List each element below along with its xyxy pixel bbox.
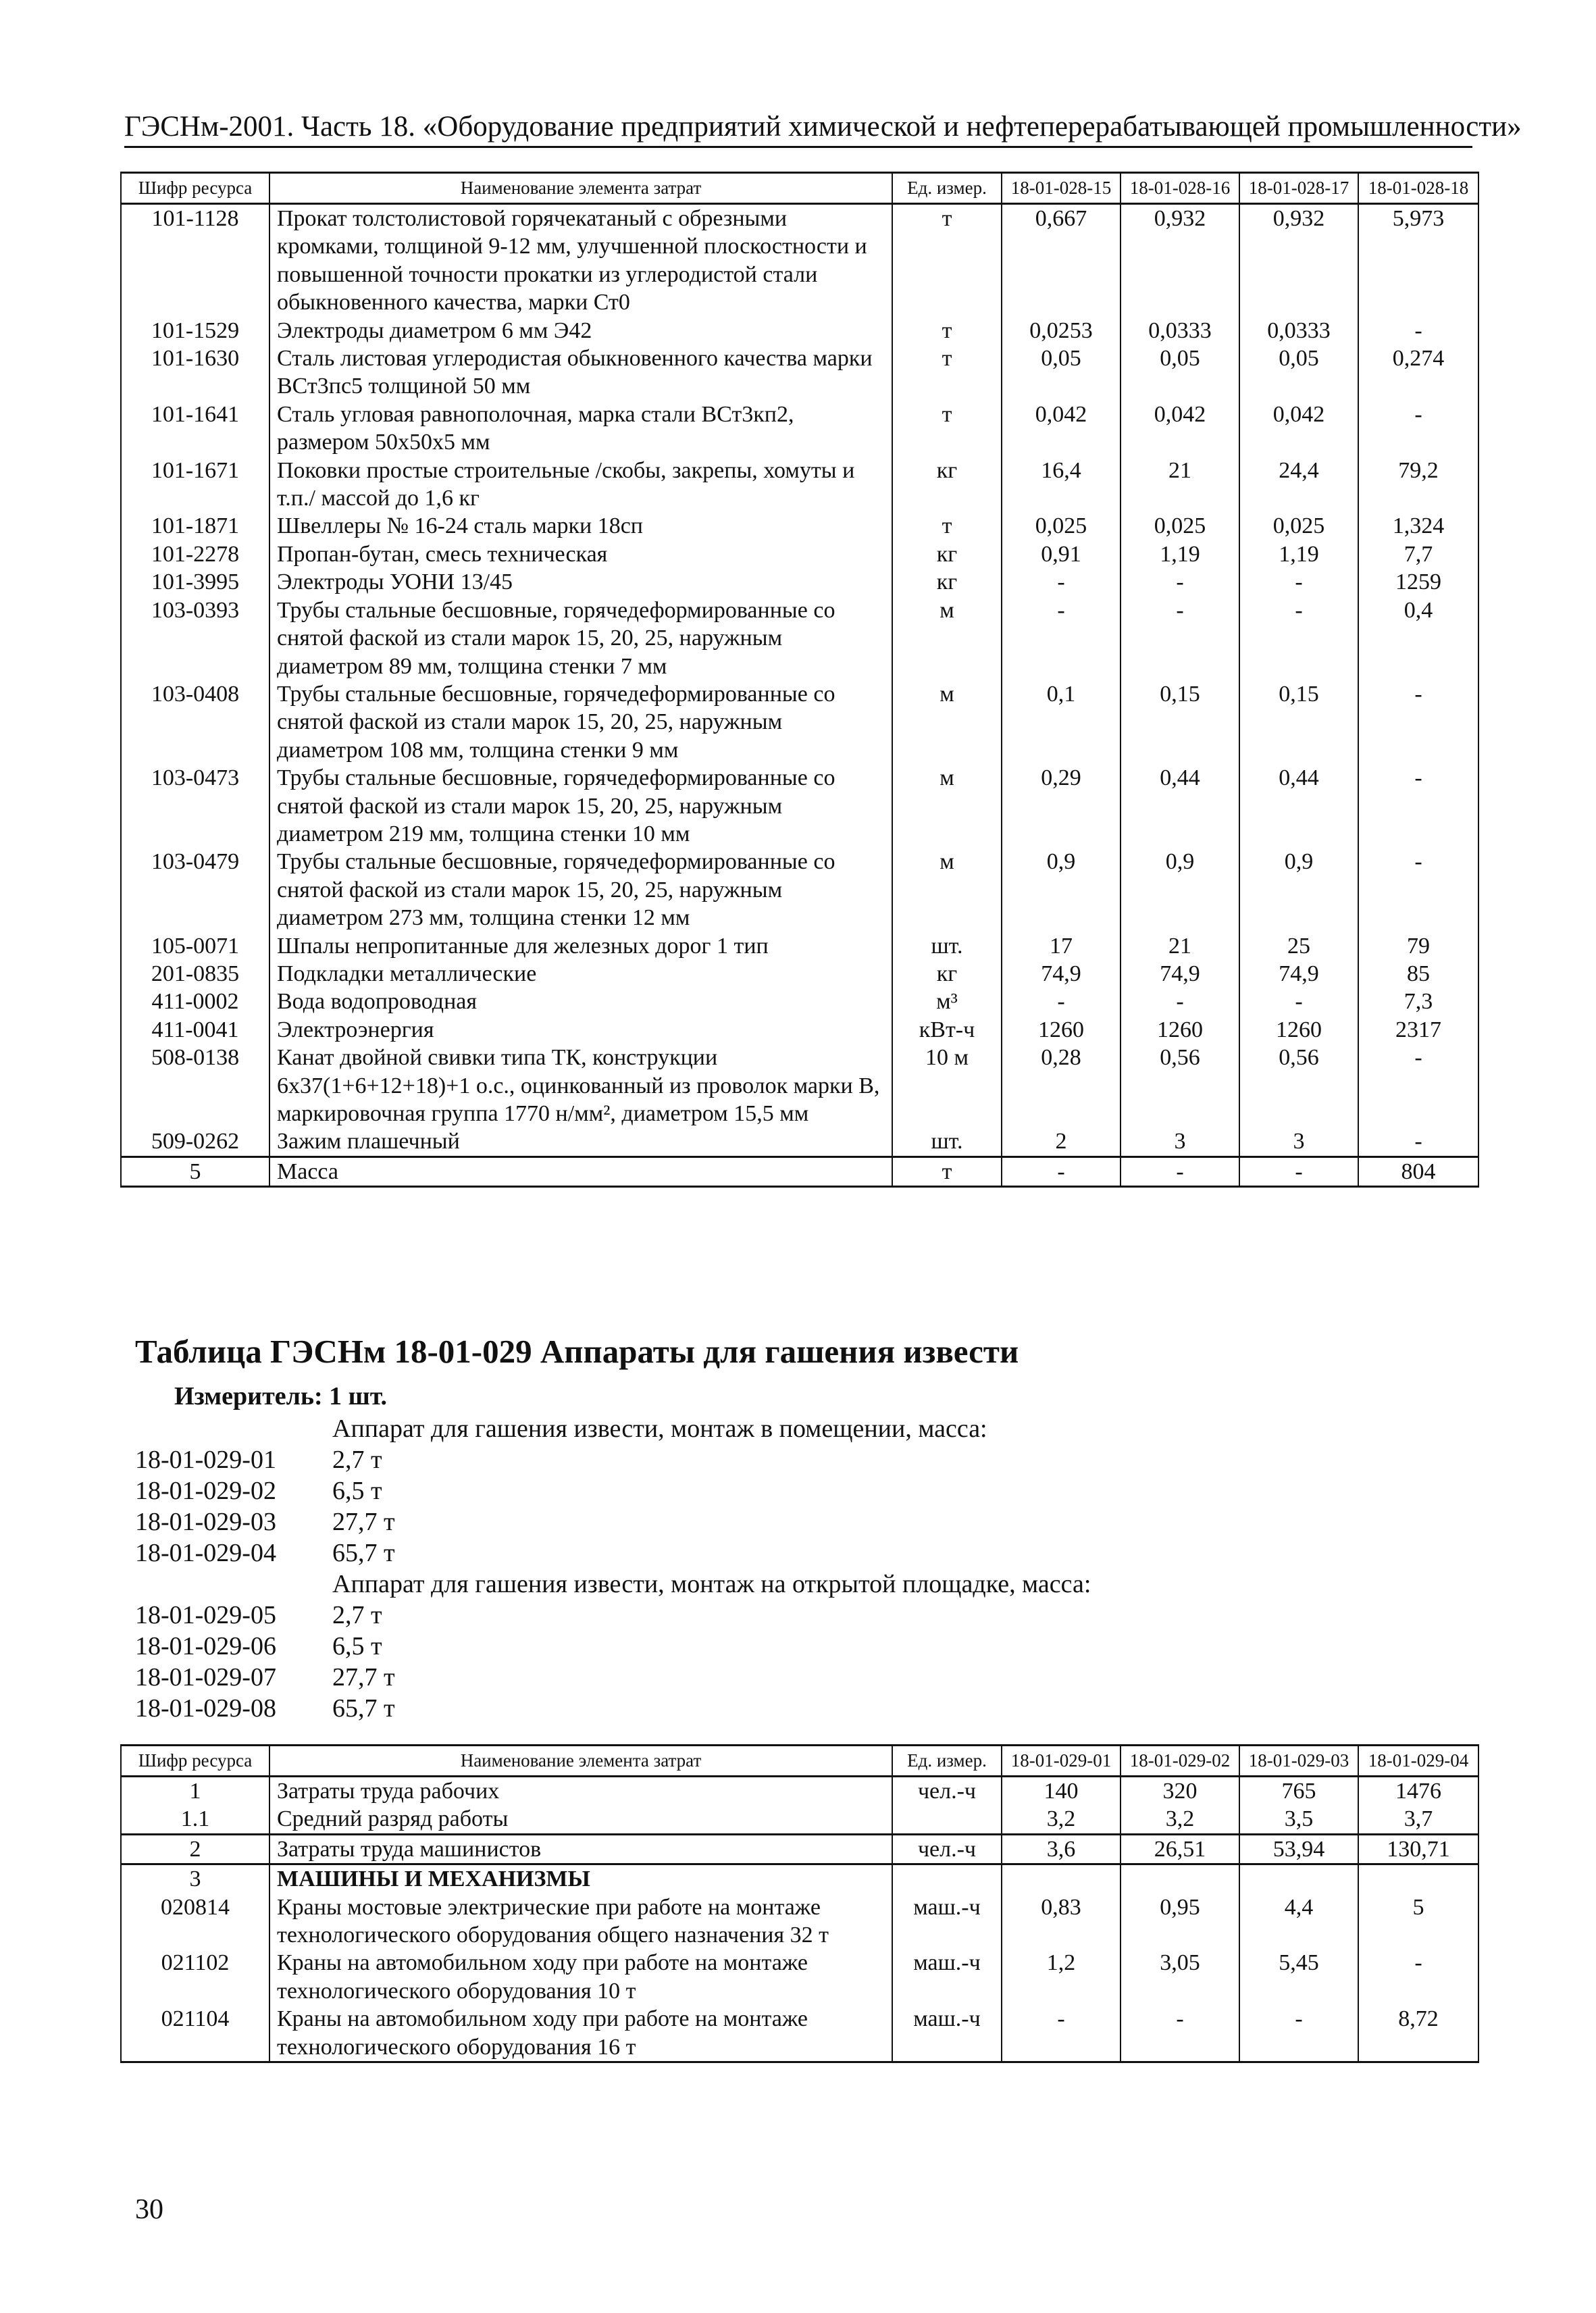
table-row [121,204,1478,317]
group-title: Аппарат для гашения извести, монтаж в помещении, масса: [332,1415,987,1443]
cell-name: Электроды диаметром 6 мм Э42 [269,317,892,345]
column-header: 18-01-029-04 [1358,1746,1478,1777]
cell-unit: кг [892,457,1002,513]
cell-v2: 0,025 [1121,512,1239,540]
cell-v4: 0,4 [1358,596,1478,680]
table-row [121,988,1478,1015]
group-title: Аппарат для гашения извести, монтаж на открытой площадке, масса: [332,1570,1091,1598]
cell-name: Вода водопроводная [269,988,892,1015]
cell-v1: 140 [1002,1777,1121,1806]
cell-unit: чел.-ч [892,1777,1002,1806]
cell-name: Средний разряд работы [269,1805,892,1834]
cell-v1: 74,9 [1002,960,1121,988]
cell-v3: 53,94 [1239,1834,1358,1864]
table-row [121,960,1478,988]
table-row [121,2005,1478,2062]
table-row [121,1156,1478,1186]
cell-v4: - [1358,764,1478,848]
cell-v3: 4,4 [1239,1893,1358,1950]
cell-code: 5 [121,1156,269,1186]
cell-v4: 79 [1358,932,1478,960]
column-header: Шифр ресурса [121,173,269,204]
variant-item [135,1537,1091,1569]
cell-v2: 3,05 [1121,1949,1239,2005]
table-row [121,401,1478,457]
cell-code: 1.1 [121,1805,269,1834]
table-row [121,1044,1478,1127]
cell-v3: 0,44 [1239,764,1358,848]
table-row [121,1949,1478,2005]
variant-mass: 2,7 т [332,1601,382,1629]
cell-code: 1 [121,1777,269,1806]
cell-code: 103-0408 [121,680,269,764]
cell-v1: 3,6 [1002,1834,1121,1864]
table-row [121,457,1478,513]
cell-v1: 2 [1002,1127,1121,1156]
cell-v1: 16,4 [1002,457,1121,513]
cell-v2: 0,0333 [1121,317,1239,345]
variant-item [135,1600,1091,1631]
variant-code: 18-01-029-08 [135,1694,276,1723]
table-row [121,1834,1478,1864]
cell-v2: 0,05 [1121,345,1239,401]
cell-unit: чел.-ч [892,1834,1002,1864]
cell-v3: 3,5 [1239,1805,1358,1834]
variant-code: 18-01-029-05 [135,1601,276,1629]
cell-unit: кг [892,960,1002,988]
table-row [121,848,1478,932]
resource-table-029 [120,1744,1479,2063]
table-header-row [121,173,1478,204]
cell-v2: 0,44 [1121,764,1239,848]
column-header: Ед. измер. [892,1746,1002,1777]
cell-v3: - [1239,988,1358,1015]
cell-v1: - [1002,596,1121,680]
cell-v2: 0,9 [1121,848,1239,932]
cell-v3: 74,9 [1239,960,1358,988]
cell-v4: - [1358,1127,1478,1156]
cell-v4: 5 [1358,1893,1478,1950]
cell-code: 021104 [121,2005,269,2062]
column-header: 18-01-029-01 [1002,1746,1121,1777]
cell-unit: шт. [892,1127,1002,1156]
cell-v4: 8,72 [1358,2005,1478,2062]
cell-name: Пропан-бутан, смесь техническая [269,540,892,568]
cell-v2: - [1121,2005,1239,2062]
cell-v2: 0,15 [1121,680,1239,764]
cell-name: Швеллеры № 16-24 сталь марки 18сп [269,512,892,540]
cell-code: 2 [121,1834,269,1864]
cell-code: 101-3995 [121,568,269,596]
cell-v4: - [1358,680,1478,764]
cell-v1: 0,025 [1002,512,1121,540]
cell-unit: маш.-ч [892,1893,1002,1950]
table-row [121,1893,1478,1950]
cell-v1: 0,91 [1002,540,1121,568]
cell-v1: 1,2 [1002,1949,1121,2005]
cell-v2: - [1121,988,1239,1015]
variant-item [135,1662,1091,1693]
cell-v2: 1,19 [1121,540,1239,568]
cell-code: 101-1529 [121,317,269,345]
cell-v3: 1260 [1239,1016,1358,1044]
column-header: 18-01-028-17 [1239,173,1358,204]
cell-name: МАШИНЫ И МЕХАНИЗМЫ [269,1864,892,1893]
variant-mass: 65,7 т [332,1539,395,1567]
cell-v3: 1,19 [1239,540,1358,568]
cell-v4: 5,973 [1358,204,1478,317]
cell-unit: т [892,1156,1002,1186]
cell-unit: т [892,345,1002,401]
cell-v1: 0,1 [1002,680,1121,764]
cell-name: Трубы стальные бесшовные, горячедеформированные со снятой фаской из стали марок 15, 20, 25, наружным диаметром 108 мм, толщина стенки 9 мм [269,680,892,764]
cell-v2: 26,51 [1121,1834,1239,1864]
cell-name: Зажим плашечный [269,1127,892,1156]
cell-name: Прокат толстолистовой горячекатаный с обрезными кромками, толщиной 9-12 мм, улучшенной плоскостности и повышенной точности прокатки из углеродистой стали обыкновенного качества, марки Ст0 [269,204,892,317]
variant-mass: 27,7 т [332,1663,395,1692]
cell-code: 411-0002 [121,988,269,1015]
cell-code: 101-1641 [121,401,269,457]
cell-code: 3 [121,1864,269,1893]
cell-v1: 0,83 [1002,1893,1121,1950]
variant-item [135,1506,1091,1537]
cell-code: 103-0393 [121,596,269,680]
cell-unit: м [892,764,1002,848]
cell-v3: - [1239,2005,1358,2062]
cell-v4: - [1358,1949,1478,2005]
cell-name: Трубы стальные бесшовные, горячедеформированные со снятой фаской из стали марок 15, 20, 25, наружным диаметром 89 мм, толщина стенки 7 мм [269,596,892,680]
cell-name: Трубы стальные бесшовные, горячедеформированные со снятой фаской из стали марок 15, 20, 25, наружным диаметром 273 мм, толщина стенки 12 мм [269,848,892,932]
cell-name: Краны на автомобильном ходу при работе на монтаже технологического оборудования 16 т [269,2005,892,2062]
cell-v2: 21 [1121,932,1239,960]
cell-unit: кВт-ч [892,1016,1002,1044]
cell-v1: 0,28 [1002,1044,1121,1127]
cell-v1: - [1002,568,1121,596]
cell-code: 020814 [121,1893,269,1950]
cell-v3: 0,05 [1239,345,1358,401]
cell-v1: - [1002,1156,1121,1186]
cell-code: 508-0138 [121,1044,269,1127]
variant-item [135,1631,1091,1662]
cell-unit: кг [892,568,1002,596]
page-header-title: ГЭСНм-2001. Часть 18. «Оборудование предприятий химической и нефтеперерабатывающей промышленности» [124,111,1522,143]
cell-v3: 0,9 [1239,848,1358,932]
column-header: 18-01-028-18 [1358,173,1478,204]
cell-unit [892,1864,1002,1893]
cell-v3: 765 [1239,1777,1358,1806]
variant-code: 18-01-029-02 [135,1477,276,1505]
variant-code: 18-01-029-03 [135,1508,276,1536]
cell-v2: 0,042 [1121,401,1239,457]
cell-v4: 804 [1358,1156,1478,1186]
cell-unit: маш.-ч [892,2005,1002,2062]
cell-name: Масса [269,1156,892,1186]
table-header-row [121,1746,1478,1777]
cell-v2: 0,95 [1121,1893,1239,1950]
cell-v1: 0,667 [1002,204,1121,317]
cell-v2: 1260 [1121,1016,1239,1044]
cell-v2: 3,2 [1121,1805,1239,1834]
column-header: 18-01-029-03 [1239,1746,1358,1777]
cell-code: 103-0473 [121,764,269,848]
variant-mass: 27,7 т [332,1508,395,1536]
cell-name: Поковки простые строительные /скобы, закрепы, хомуты и т.п./ массой до 1,6 кг [269,457,892,513]
cell-v1: 0,05 [1002,345,1121,401]
cell-v4: - [1358,848,1478,932]
cell-v3: - [1239,568,1358,596]
cell-v2: 0,932 [1121,204,1239,317]
cell-v2: 21 [1121,457,1239,513]
cell-name: Сталь листовая углеродистая обыкновенного качества марки ВСт3пс5 толщиной 50 мм [269,345,892,401]
cell-v4: - [1358,401,1478,457]
cell-v2: 3 [1121,1127,1239,1156]
cell-unit: м³ [892,988,1002,1015]
cell-v3: - [1239,596,1358,680]
cell-v1 [1002,1864,1121,1893]
table-row [121,932,1478,960]
cell-v4: 1476 [1358,1777,1478,1806]
table-row [121,345,1478,401]
cell-v1: - [1002,2005,1121,2062]
cell-v3: 5,45 [1239,1949,1358,2005]
page-header [124,109,1522,148]
measure-unit: Измеритель: 1 шт. [174,1382,388,1410]
cell-v4: - [1358,317,1478,345]
cell-v1: - [1002,988,1121,1015]
table-row [121,596,1478,680]
cell-name: Электроды УОНИ 13/45 [269,568,892,596]
cell-code: 105-0071 [121,932,269,960]
variant-mass: 2,7 т [332,1446,382,1474]
column-header: Наименование элемента затрат [269,173,892,204]
variant-list [135,1413,1091,1724]
cell-v2 [1121,1864,1239,1893]
cell-v4: - [1358,1044,1478,1127]
cell-v4: 79,2 [1358,457,1478,513]
cell-v4: 1,324 [1358,512,1478,540]
cell-code: 021102 [121,1949,269,2005]
variant-mass: 65,7 т [332,1694,395,1723]
cell-v4: 7,7 [1358,540,1478,568]
cell-v4: 130,71 [1358,1834,1478,1864]
cell-code: 101-1871 [121,512,269,540]
cell-v4: 1259 [1358,568,1478,596]
cell-code: 201-0835 [121,960,269,988]
cell-code: 509-0262 [121,1127,269,1156]
cell-v3: 25 [1239,932,1358,960]
cell-v3: 0,025 [1239,512,1358,540]
cell-unit: 10 м [892,1044,1002,1127]
cell-v3: - [1239,1156,1358,1186]
cell-v4: 0,274 [1358,345,1478,401]
cell-code: 411-0041 [121,1016,269,1044]
table-row [121,1805,1478,1834]
cell-v2: - [1121,568,1239,596]
column-header: Ед. измер. [892,173,1002,204]
cell-v3 [1239,1864,1358,1893]
page-number: 30 [135,2194,163,2225]
resource-table-028 [120,172,1479,1188]
cell-v1: 0,29 [1002,764,1121,848]
cell-code: 103-0479 [121,848,269,932]
cell-unit: маш.-ч [892,1949,1002,2005]
cell-name: Электроэнергия [269,1016,892,1044]
cell-unit: т [892,204,1002,317]
cell-name: Канат двойной свивки типа ТК, конструкции 6х37(1+6+12+18)+1 о.с., оцинкованный из проволок марки В, маркировочная группа 1770 н/мм², диаметром 15,5 мм [269,1044,892,1127]
cell-code: 101-1630 [121,345,269,401]
cell-v4: 7,3 [1358,988,1478,1015]
table-row [121,568,1478,596]
variant-item [135,1475,1091,1506]
cell-unit: м [892,848,1002,932]
variant-code: 18-01-029-06 [135,1632,276,1660]
column-header: 18-01-028-16 [1121,173,1239,204]
cell-unit: шт. [892,932,1002,960]
column-header: 18-01-028-15 [1002,173,1121,204]
cell-v3: 0,932 [1239,204,1358,317]
cell-v2: - [1121,1156,1239,1186]
cell-v3: 24,4 [1239,457,1358,513]
cell-v2: 74,9 [1121,960,1239,988]
cell-name: Трубы стальные бесшовные, горячедеформированные со снятой фаской из стали марок 15, 20, 25, наружным диаметром 219 мм, толщина стенки 10 мм [269,764,892,848]
table-row [121,540,1478,568]
cell-v2: 0,56 [1121,1044,1239,1127]
cell-name: Краны мостовые электрические при работе на монтаже технологического оборудования общего назначения 32 т [269,1893,892,1950]
table-row [121,1127,1478,1156]
cell-name: Затраты труда машинистов [269,1834,892,1864]
cell-v1: 0,042 [1002,401,1121,457]
cell-name: Краны на автомобильном ходу при работе на монтаже технологического оборудования 10 т [269,1949,892,2005]
variant-code: 18-01-029-01 [135,1446,276,1474]
cell-v3: 0,042 [1239,401,1358,457]
cell-code: 101-2278 [121,540,269,568]
cell-unit [892,1805,1002,1834]
cell-unit: т [892,512,1002,540]
cell-v1: 3,2 [1002,1805,1121,1834]
cell-name: Затраты труда рабочих [269,1777,892,1806]
column-header: Шифр ресурса [121,1746,269,1777]
section-title: Таблица ГЭСНм 18-01-029 Аппараты для гашения извести [135,1333,1019,1370]
table-row [121,512,1478,540]
column-header: Наименование элемента затрат [269,1746,892,1777]
variant-code: 18-01-029-07 [135,1663,276,1692]
variant-mass: 6,5 т [332,1477,382,1505]
variant-code: 18-01-029-04 [135,1539,276,1567]
table-row [121,1016,1478,1044]
cell-v1: 0,9 [1002,848,1121,932]
cell-unit: т [892,317,1002,345]
cell-code: 101-1671 [121,457,269,513]
column-header: 18-01-029-02 [1121,1746,1239,1777]
table-row [121,764,1478,848]
cell-v1: 17 [1002,932,1121,960]
table-row [121,317,1478,345]
variant-item [135,1693,1091,1724]
cell-name: Шпалы непропитанные для железных дорог 1 тип [269,932,892,960]
cell-v4 [1358,1864,1478,1893]
cell-v4: 3,7 [1358,1805,1478,1834]
cell-v3: 0,0333 [1239,317,1358,345]
cell-v3: 3 [1239,1127,1358,1156]
cell-unit: т [892,401,1002,457]
cell-unit: кг [892,540,1002,568]
cell-v3: 0,56 [1239,1044,1358,1127]
table-row [121,680,1478,764]
table-row [121,1777,1478,1806]
cell-v1: 1260 [1002,1016,1121,1044]
cell-v2: 320 [1121,1777,1239,1806]
variant-item [135,1444,1091,1475]
cell-v3: 0,15 [1239,680,1358,764]
cell-unit: м [892,596,1002,680]
cell-name: Подкладки металлические [269,960,892,988]
variant-mass: 6,5 т [332,1632,382,1660]
table-row [121,1864,1478,1893]
cell-v1: 0,0253 [1002,317,1121,345]
cell-v2: - [1121,596,1239,680]
cell-name: Сталь угловая равнополочная, марка стали ВСт3кп2, размером 50х50х5 мм [269,401,892,457]
cell-unit: м [892,680,1002,764]
cell-v4: 85 [1358,960,1478,988]
cell-code: 101-1128 [121,204,269,317]
cell-v4: 2317 [1358,1016,1478,1044]
